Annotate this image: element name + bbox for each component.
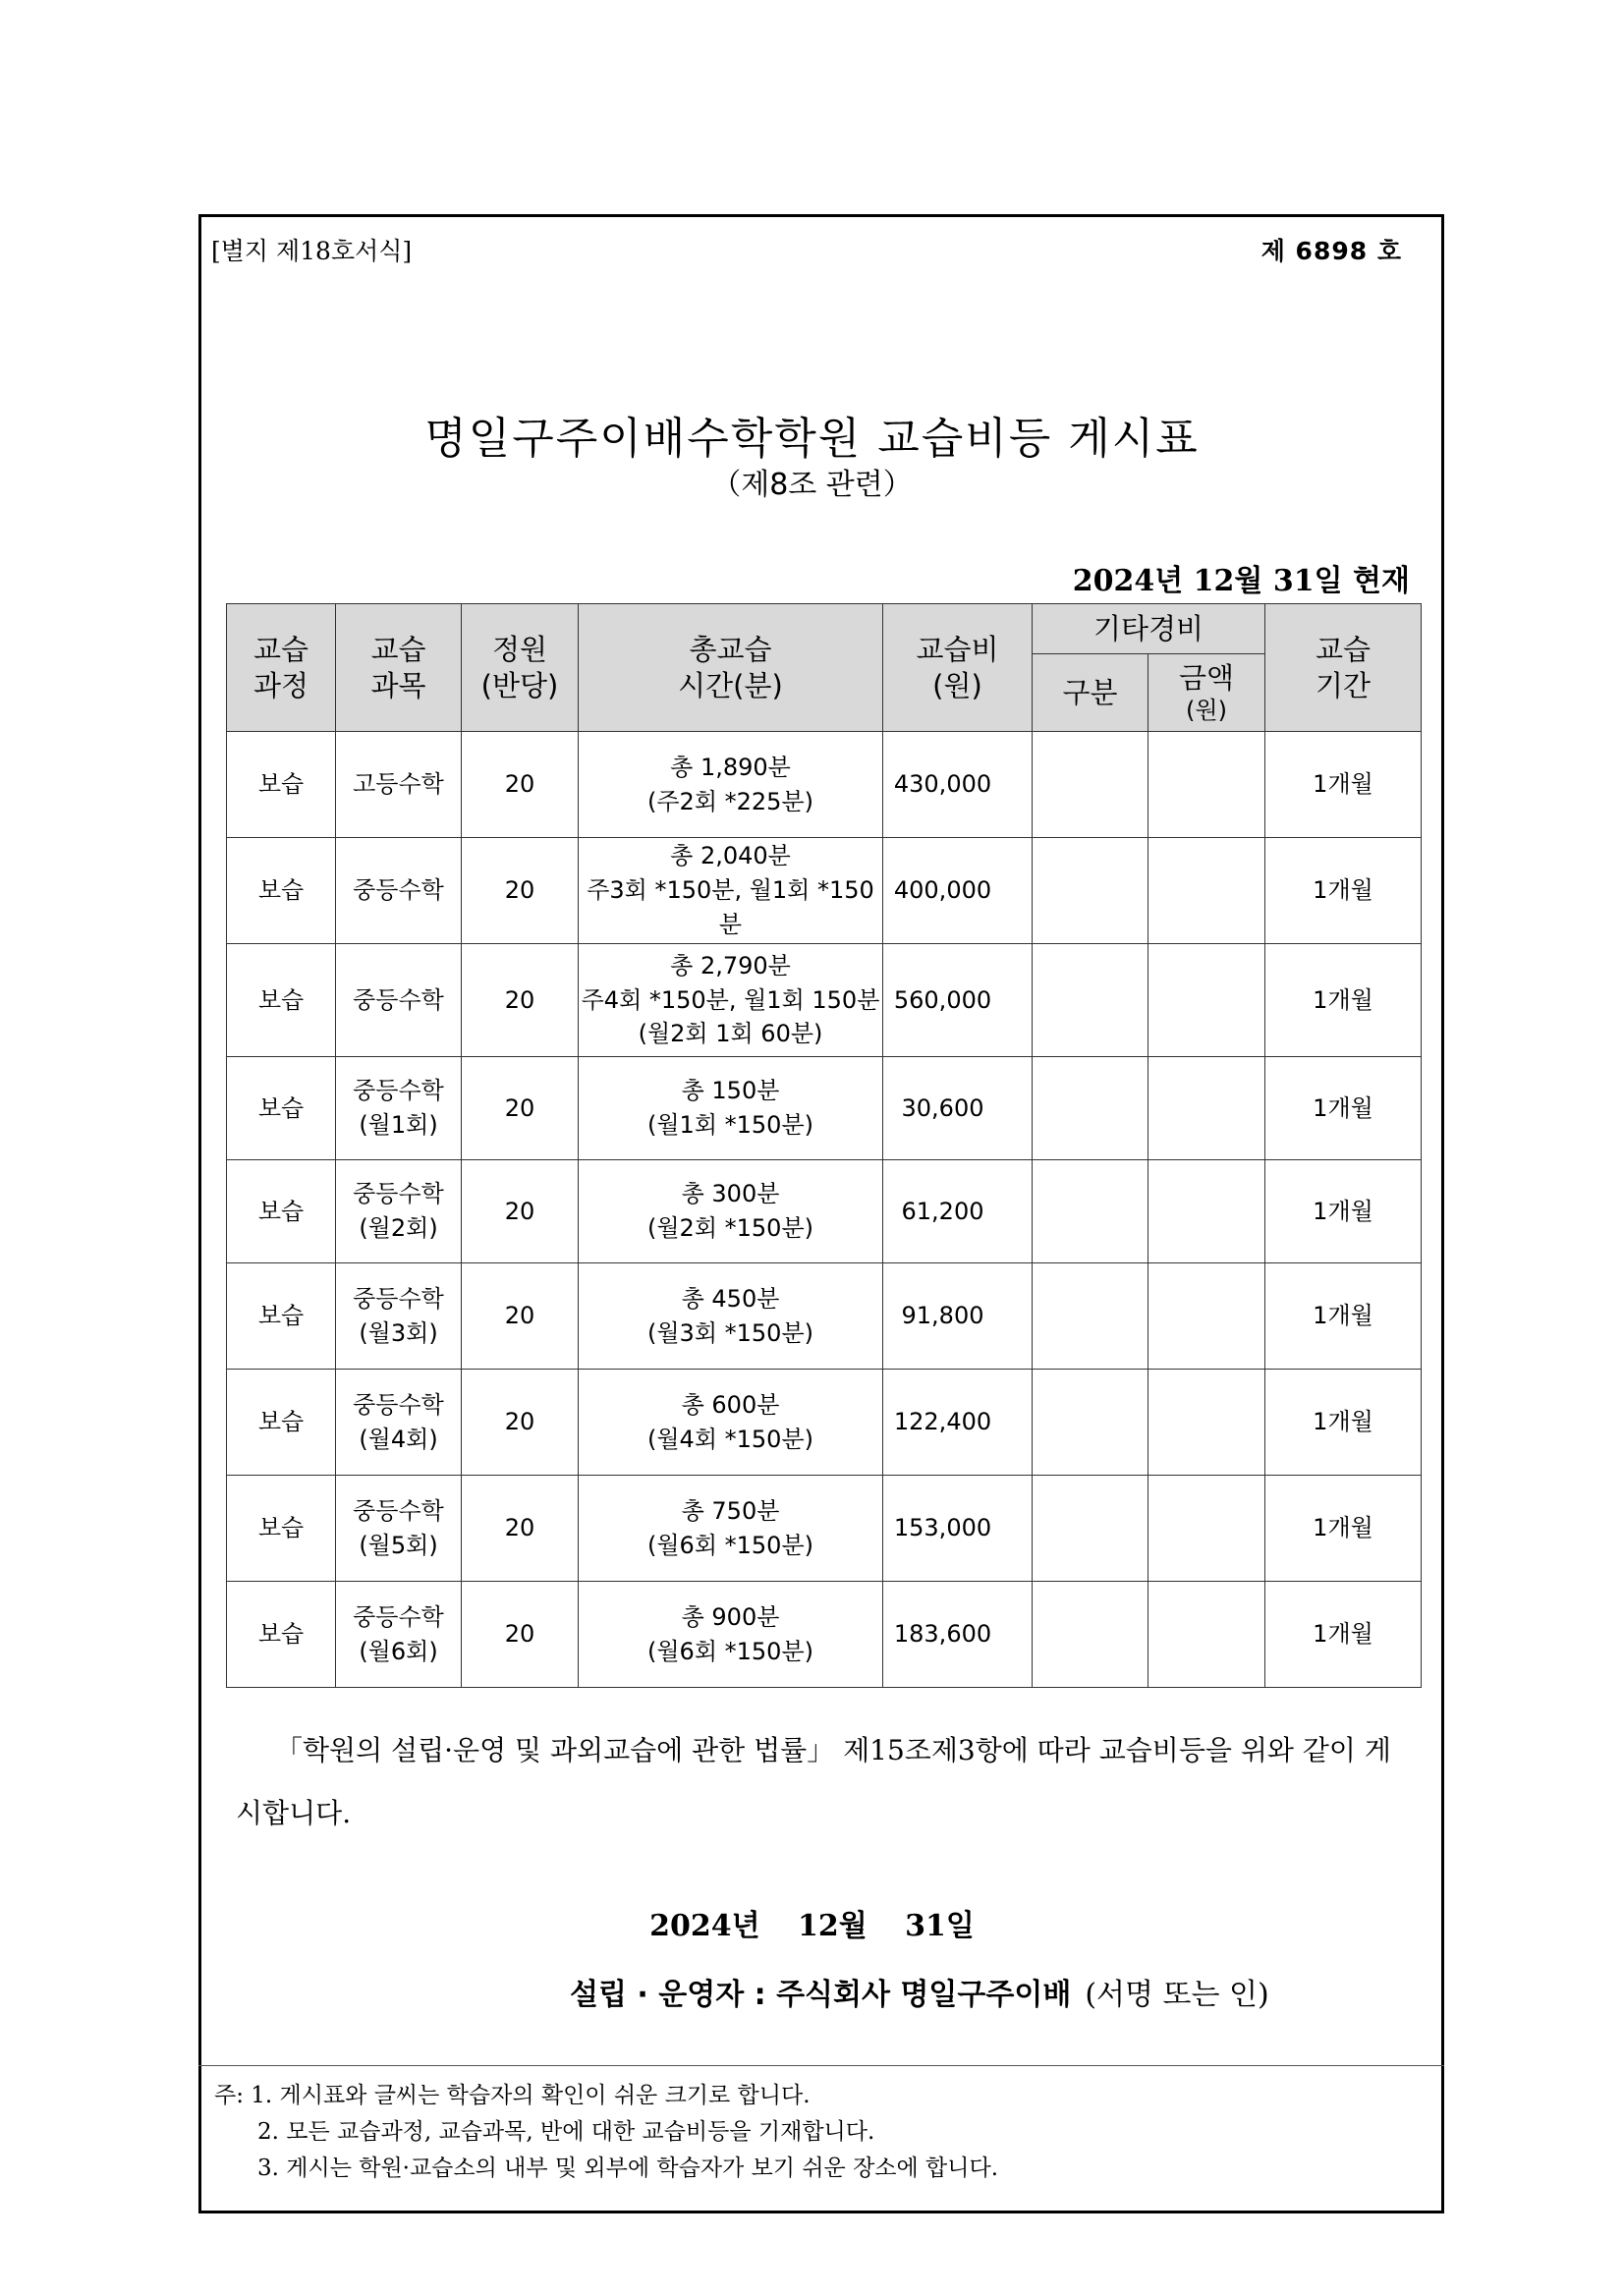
other-amount-cell [1148, 944, 1265, 1057]
header-subject: 교습 과목 [336, 604, 462, 732]
course-cell: 보습 [227, 838, 336, 944]
note-item: 주: 1. 게시표와 글씨는 학습자의 확인이 쉬운 크기로 합니다. [214, 2083, 811, 2108]
hours-cell: 총 900분 (월6회 *150분) [579, 1582, 883, 1688]
period-cell: 1개월 [1265, 1263, 1422, 1370]
fee-cell: 560,000 [883, 944, 1033, 1057]
as-of-date: 2024년 12월 31일 현재 [1072, 564, 1410, 598]
fee-cell: 430,000 [883, 732, 1033, 838]
fee-cell: 400,000 [883, 838, 1033, 944]
period-cell: 1개월 [1265, 1057, 1422, 1160]
fee-cell: 153,000 [883, 1476, 1033, 1582]
form-label: [별지 제18호서식] [211, 237, 413, 265]
fee-cell: 61,200 [883, 1160, 1033, 1263]
operator-line [570, 1970, 1269, 2013]
hours-cell: 총 600분 (월4회 *150분) [579, 1370, 883, 1476]
period-cell: 1개월 [1265, 944, 1422, 1057]
fee-table [226, 603, 1422, 1688]
hours-cell: 총 2,040분 주3회 *150분, 월1회 *150분 [579, 838, 883, 944]
subject-cell: 중등수학 (월6회) [336, 1582, 462, 1688]
period-cell: 1개월 [1265, 1370, 1422, 1476]
fee-cell: 183,600 [883, 1582, 1033, 1688]
other-type-cell [1033, 944, 1148, 1057]
period-cell: 1개월 [1265, 1582, 1422, 1688]
subject-cell: 중등수학 (월5회) [336, 1476, 462, 1582]
period-cell: 1개월 [1265, 732, 1422, 838]
hours-cell: 총 750분 (월6회 *150분) [579, 1476, 883, 1582]
header-period: 교습 기간 [1265, 604, 1422, 732]
capacity-cell: 20 [462, 1582, 579, 1688]
table-row [227, 732, 1422, 838]
header-capacity: 정원 (반당) [462, 604, 579, 732]
table-row [227, 1160, 1422, 1263]
subject-cell: 중등수학 (월3회) [336, 1263, 462, 1370]
other-type-cell [1033, 1370, 1148, 1476]
course-cell: 보습 [227, 1160, 336, 1263]
other-amount-cell [1148, 1582, 1265, 1688]
other-amount-cell [1148, 732, 1265, 838]
other-type-cell [1033, 1057, 1148, 1160]
hours-cell: 총 450분 (월3회 *150분) [579, 1263, 883, 1370]
other-type-cell [1033, 1582, 1148, 1688]
other-type-cell [1033, 1160, 1148, 1263]
notice-text: 「학원의 설립·운영 및 과외교습에 관한 법률」 제15조제3항에 따라 교습비등을 위와 같이 게시합니다. [236, 1734, 1391, 1829]
table-row [227, 1263, 1422, 1370]
document-number: 제 6898 호 [1260, 237, 1402, 265]
fee-cell: 91,800 [883, 1263, 1033, 1370]
note-item: 3. 게시는 학원·교습소의 내부 및 외부에 학습자가 보기 쉬운 장소에 합니다. [257, 2156, 998, 2181]
other-amount-cell [1148, 1370, 1265, 1476]
period-cell: 1개월 [1265, 1160, 1422, 1263]
hours-cell: 총 150분 (월1회 *150분) [579, 1057, 883, 1160]
page-title: 명일구주이배수학학원 교습비등 게시표 [424, 414, 1200, 464]
course-cell: 보습 [227, 1582, 336, 1688]
table-row [227, 944, 1422, 1057]
operator-name: 설립 · 운영자 : 주식회사 명일구주이배 [570, 1978, 1072, 2012]
header-fee: 교습비 (원) [883, 604, 1033, 732]
course-cell: 보습 [227, 1370, 336, 1476]
capacity-cell: 20 [462, 1160, 579, 1263]
other-amount-cell [1148, 1057, 1265, 1160]
capacity-cell: 20 [462, 1263, 579, 1370]
signature-note: (서명 또는 인) [1085, 1978, 1269, 2012]
other-amount-cell [1148, 838, 1265, 944]
table-row [227, 1582, 1422, 1688]
header-course: 교습 과정 [227, 604, 336, 732]
course-cell: 보습 [227, 1263, 336, 1370]
capacity-cell: 20 [462, 732, 579, 838]
capacity-cell: 20 [462, 944, 579, 1057]
capacity-cell: 20 [462, 1476, 579, 1582]
other-amount-cell [1148, 1476, 1265, 1582]
notes [214, 2078, 998, 2187]
notes-divider [198, 2065, 1444, 2066]
header-hours: 총교습 시간(분) [579, 604, 883, 732]
other-type-cell [1033, 838, 1148, 944]
other-amount-cell [1148, 1263, 1265, 1370]
other-amount-cell [1148, 1160, 1265, 1263]
course-cell: 보습 [227, 944, 336, 1057]
header-other-expenses: 기타경비 [1033, 604, 1265, 654]
period-cell: 1개월 [1265, 838, 1422, 944]
period-cell: 1개월 [1265, 1476, 1422, 1582]
subject-cell: 중등수학 (월1회) [336, 1057, 462, 1160]
header-other-type: 구분 [1033, 654, 1148, 732]
other-type-cell [1033, 1476, 1148, 1582]
subject-cell: 고등수학 [336, 732, 462, 838]
subject-cell: 중등수학 (월2회) [336, 1160, 462, 1263]
table-row [227, 1057, 1422, 1160]
other-type-cell [1033, 1263, 1148, 1370]
table-row [227, 1476, 1422, 1582]
hours-cell: 총 2,790분 주4회 *150분, 월1회 150분 (월2회 1회 60분) [579, 944, 883, 1057]
page-subtitle: （제8조 관련） [711, 468, 913, 502]
issue-date: 2024년 12월 31일 [649, 1909, 975, 1943]
fee-cell: 30,600 [883, 1057, 1033, 1160]
capacity-cell: 20 [462, 1057, 579, 1160]
table-row [227, 1370, 1422, 1476]
course-cell: 보습 [227, 1057, 336, 1160]
note-item: 2. 모든 교습과정, 교습과목, 반에 대한 교습비등을 기재합니다. [257, 2119, 875, 2145]
course-cell: 보습 [227, 1476, 336, 1582]
course-cell: 보습 [227, 732, 336, 838]
hours-cell: 총 300분 (월2회 *150분) [579, 1160, 883, 1263]
fee-cell: 122,400 [883, 1370, 1033, 1476]
header-other-amount: 금액 (원) [1148, 654, 1265, 732]
capacity-cell: 20 [462, 1370, 579, 1476]
table-row [227, 838, 1422, 944]
subject-cell: 중등수학 [336, 944, 462, 1057]
other-type-cell [1033, 732, 1148, 838]
capacity-cell: 20 [462, 838, 579, 944]
subject-cell: 중등수학 (월4회) [336, 1370, 462, 1476]
hours-cell: 총 1,890분 (주2회 *225분) [579, 732, 883, 838]
subject-cell: 중등수학 [336, 838, 462, 944]
